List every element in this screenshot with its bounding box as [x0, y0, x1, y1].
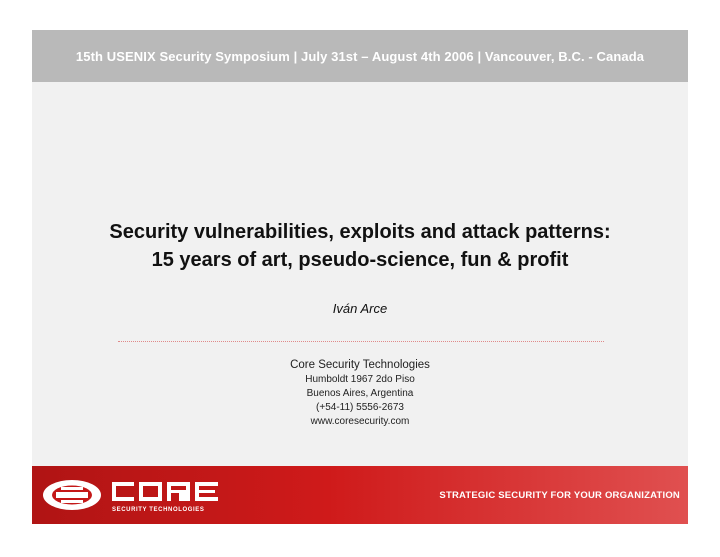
address-line-1: Humboldt 1967 2do Piso [305, 374, 415, 385]
logo-subtitle: SECURITY TECHNOLOGIES [112, 507, 205, 513]
address-line-2: Buenos Aires, Argentina [306, 388, 414, 399]
title-line-1: Security vulnerabilities, exploits and attack patterns: [109, 221, 611, 243]
slide-title [32, 218, 688, 274]
contact-block [32, 357, 688, 429]
phone-number: (+54-11) 5556-2673 [316, 402, 404, 413]
title-line-2: 15 years of art, pseudo-science, fun & profit [151, 249, 569, 271]
footer-bar [32, 466, 688, 524]
organization-name: Core Security Technologies [290, 359, 430, 371]
tagline: STRATEGIC SECURITY FOR YOUR ORGANIZATION [439, 490, 680, 501]
divider [118, 341, 604, 342]
slide [32, 30, 688, 524]
conference-header: 15th USENIX Security Symposium | July 31st – August 4th 2006 | Vancouver, B.C. - Canada [75, 48, 645, 64]
website: www.coresecurity.com [310, 416, 410, 427]
core-logo [40, 475, 230, 515]
header-bar [32, 30, 688, 82]
author-name: Iván Arce [332, 301, 388, 316]
